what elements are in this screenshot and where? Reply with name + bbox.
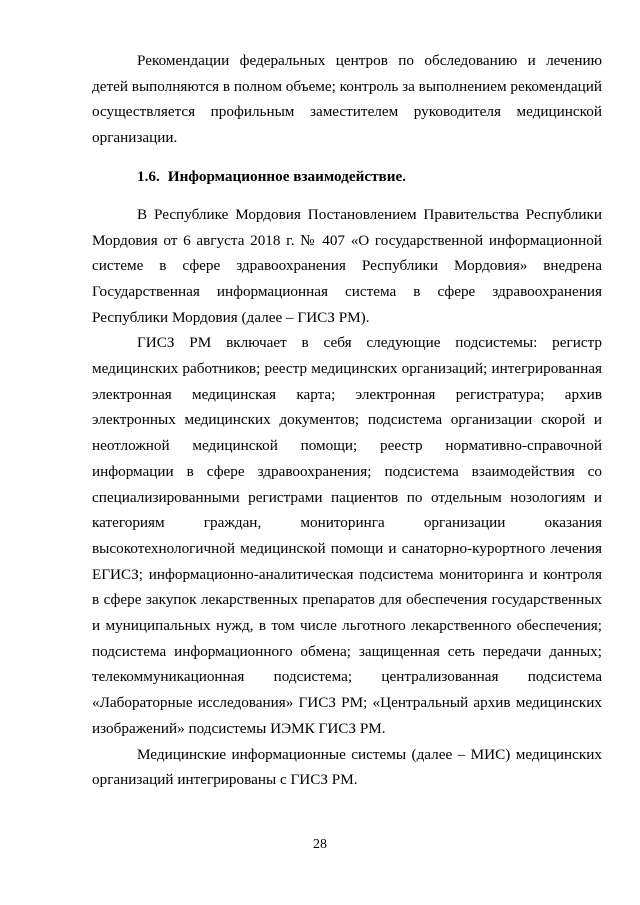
page-number: 28 bbox=[313, 837, 327, 852]
section-title: Информационное взаимодействие. bbox=[167, 167, 407, 185]
paragraph-mis-integration: Медицинские информационные системы (далее – МИС) медицинских организаций интегрированы с ГИСЗ РМ. bbox=[92, 745, 602, 789]
paragraph-regulation: В Республике Мордовия Постановлением Правительства Республики Мордовия от 6 августа 2018 г. № 407 «О государственной информационной системе в сфере здравоохранения Республики Мордовия» внедрена Государственная информационная система в сфере здравоохранения Республики Мордовия (далее – ГИСЗ РМ). bbox=[92, 205, 602, 326]
paragraph-subsystems: ГИСЗ РМ включает в себя следующие подсистемы: регистр медицинских работников; реестр медицинских организаций; интегрированная электронная медицинская карта; электронная регистратура; архив электронных медицинских документов; подсистема организации скорой и неотложной медицинской помощи; реестр нормативно-справочной информации в сфере здравоохранения; подсистема взаимодействия со специализированными регистрами пациентов по отдельным нозологиям и категориям граждан, мониторинга организации оказания высокотехнологичной медицинской помощи и санаторно-курортного лечения ЕГИСЗ; информационно-аналитическая подсистема мониторинга и контроля в сфере закупок лекарственных препаратов для обеспечения государственных и муниципальных нужд, в том числе льготного лекарственного обеспечения; подсистема информационного обмена; защищенная сеть передачи данных; телекоммуникационная подсистема; централизованная подсистема «Лабораторные исследования» ГИСЗ РМ; «Центральный архив медицинских изображений» подсистемы ИЭМК ГИСЗ РМ. bbox=[92, 334, 602, 737]
section-heading bbox=[92, 151, 602, 202]
section-number: 1.6. bbox=[137, 167, 160, 185]
page-content bbox=[92, 48, 602, 793]
paragraph-recommendations: Рекомендации федеральных центров по обследованию и лечению детей выполняются в полном объеме; контроль за выполнением рекомендаций осуществляется профильным заместителем руководителя медицинской организации. bbox=[92, 52, 602, 147]
